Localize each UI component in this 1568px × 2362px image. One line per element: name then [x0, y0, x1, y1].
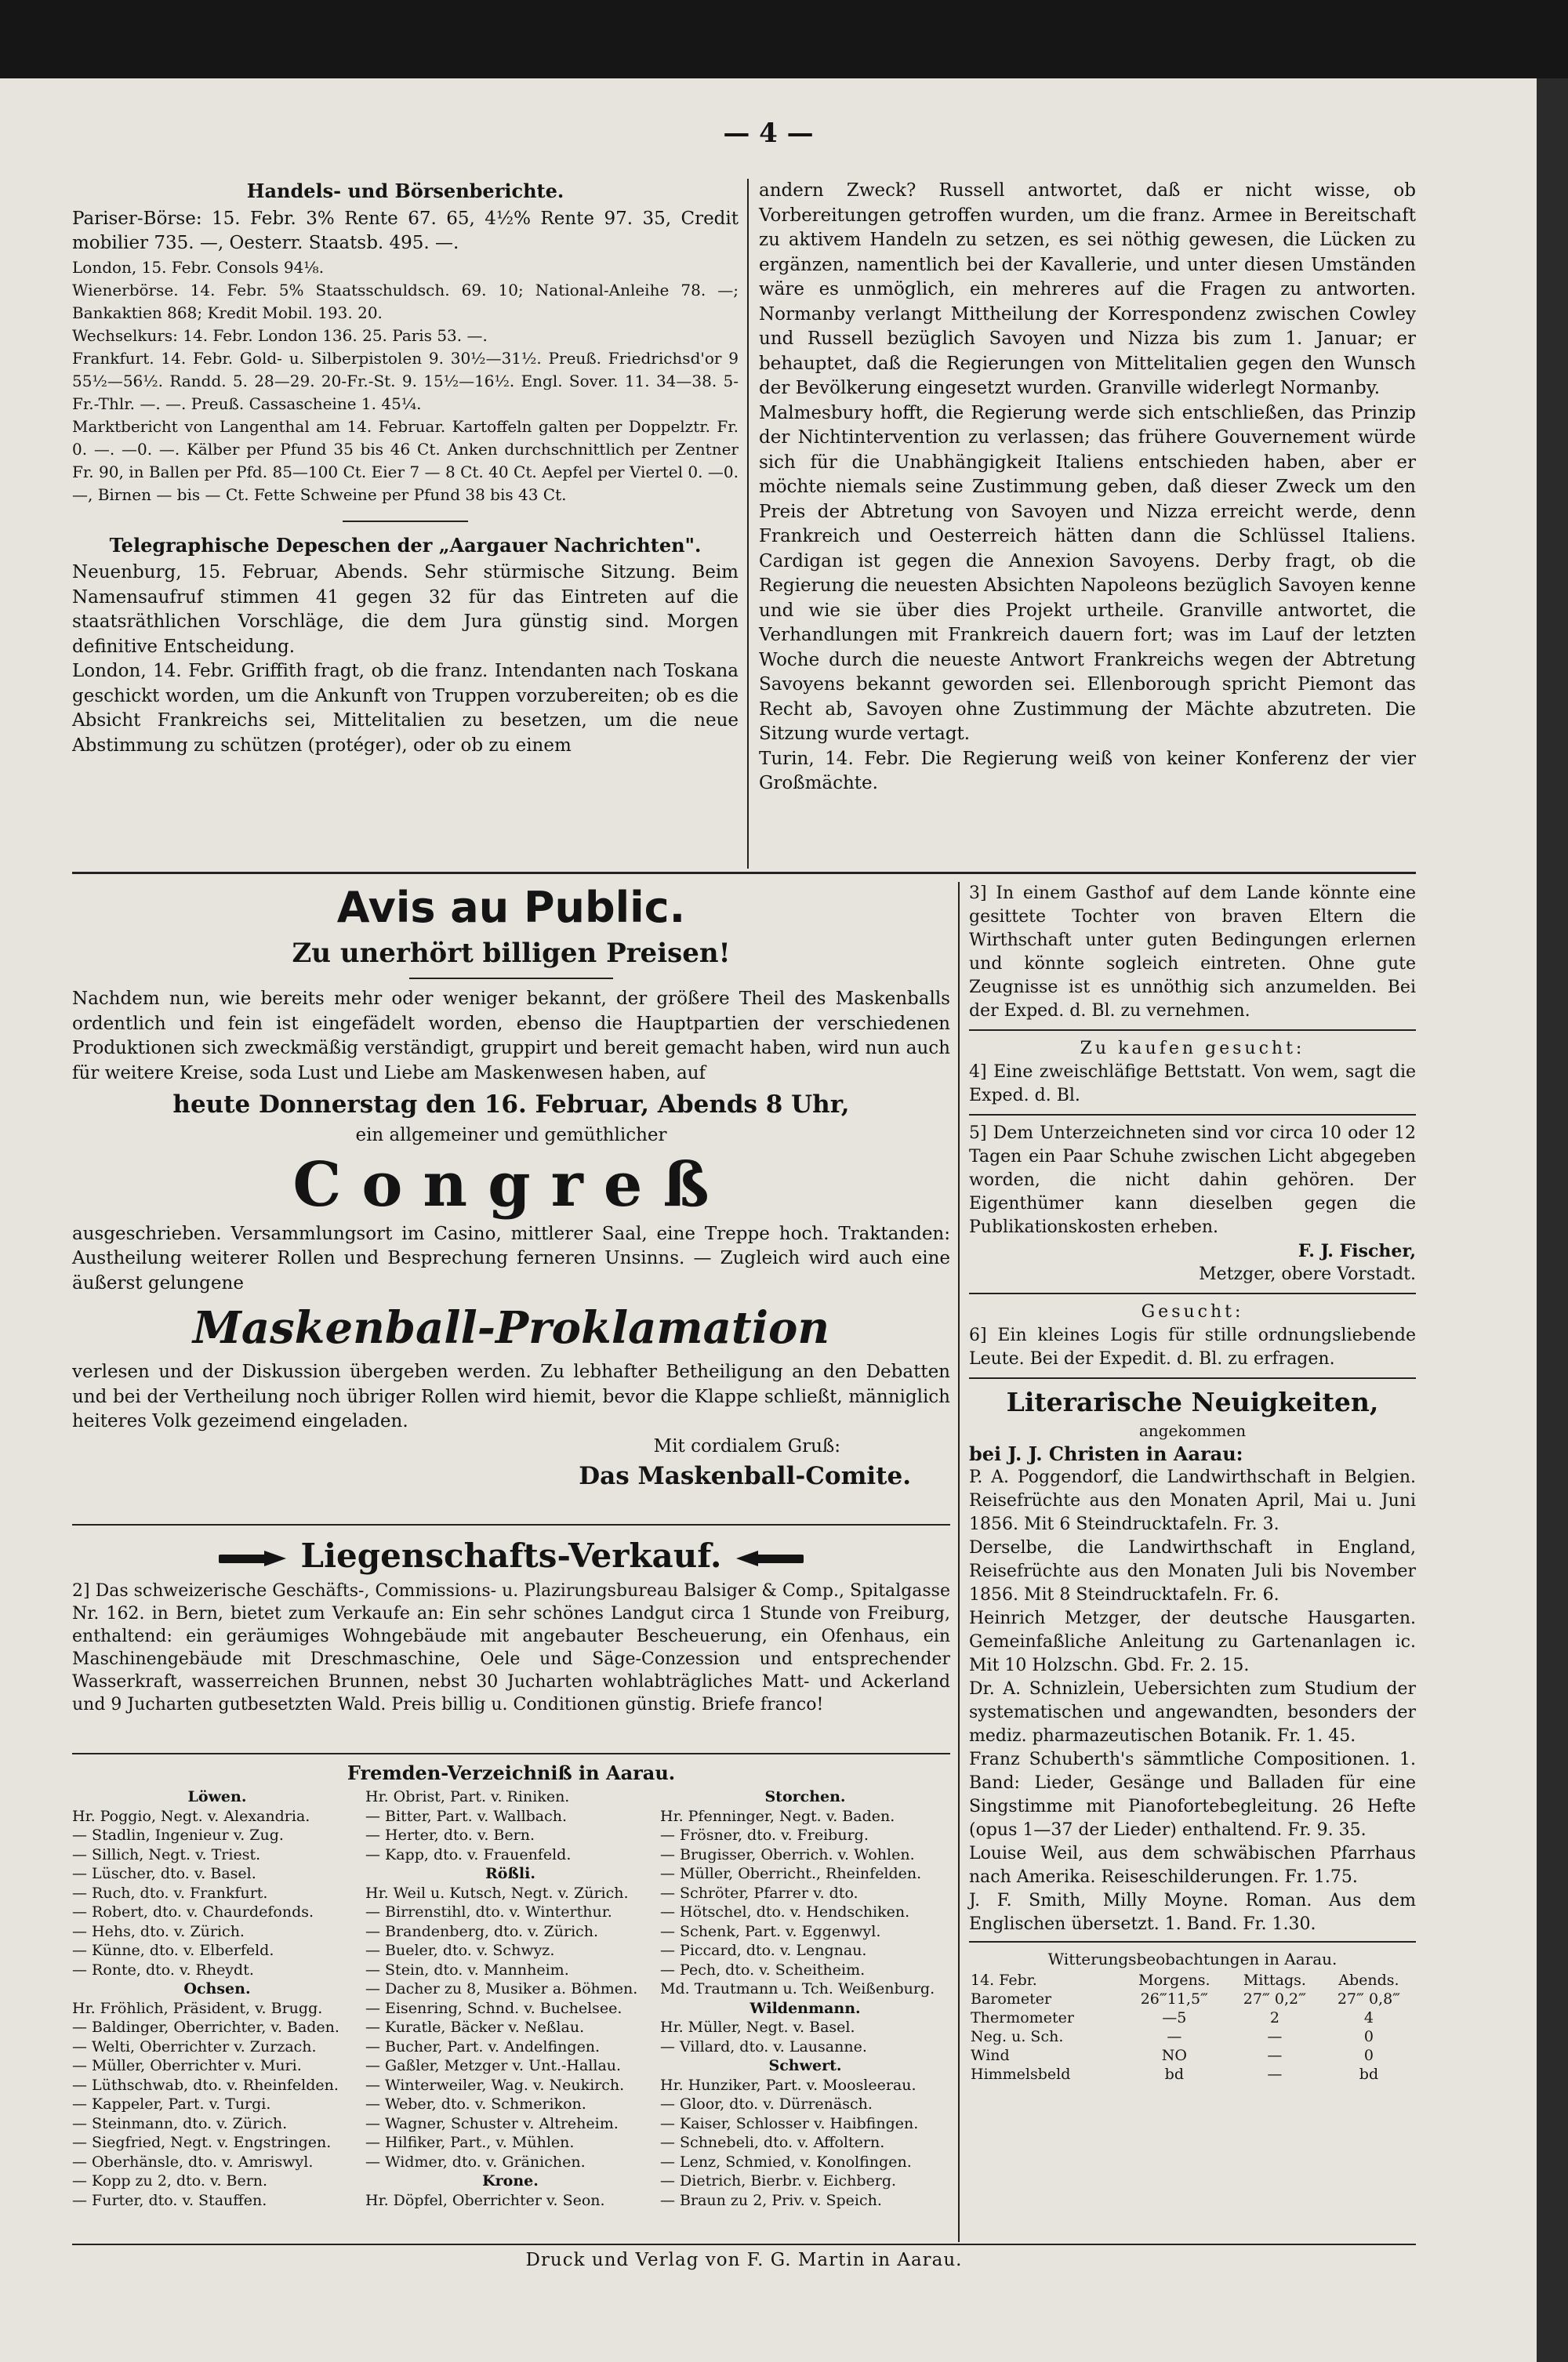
- fremden-entry: — Birrenstihl, dto. v. Winterthur.: [365, 1903, 612, 1921]
- fremden-entry: Hr. Weil u. Kutsch, Negt. v. Zürich.: [365, 1884, 629, 1902]
- avis-ein-line: ein allgemeiner und gemüthlicher: [355, 1125, 667, 1145]
- fremden-hotel-heading: Krone.: [482, 2172, 539, 2190]
- weather-cell: Neg. u. Sch.: [971, 2028, 1064, 2045]
- weather-cell: bd: [1359, 2066, 1379, 2083]
- fremden-entry: — Siegfried, Negt. v. Engstringen.: [72, 2134, 332, 2151]
- liegenschaft-title: Liegenschafts-Verkauf.: [300, 1537, 722, 1575]
- weather-cell: —: [1267, 2028, 1283, 2045]
- pointing-hand-icon: [733, 1548, 804, 1569]
- fremden-entry: — Stadlin, Ingenieur v. Zug.: [72, 1827, 284, 1844]
- fremden-divider: [72, 1753, 950, 1754]
- lit-item: J. F. Smith, Milly Moyne. Roman. Aus dem Englischen übersetzt. 1. Band. Fr. 1.30.: [969, 1891, 1416, 1934]
- fremden-entry: — Steinmann, dto. v. Zürich.: [72, 2114, 288, 2132]
- avis-date-line: heute Donnerstag den 16. Februar, Abends 8 Uhr,: [172, 1090, 850, 1119]
- literarisch-title: Literarische Neuigkeiten,: [1006, 1387, 1379, 1417]
- fremden-entry: — Lüthschwab, dto. v. Rheinfelden.: [72, 2076, 339, 2094]
- weather-cell: bd: [1164, 2066, 1184, 2083]
- avis-body-2: verlesen und der Diskussion übergeben werden. Zu lebhafter Betheiligung an den Debatten und bei der Vertheilung noch übriger Rollen wird hiemit, bevor die Klappe schließt, männiglich heiteres Volk gezeimend eingeladen.: [72, 1362, 950, 1431]
- fremden-entry: — Kopp zu 2, dto. v. Bern.: [72, 2172, 268, 2190]
- divider: [969, 1377, 1416, 1379]
- right-top-column: [759, 179, 1416, 796]
- divider: [969, 1293, 1416, 1294]
- fremden-entry: Hr. Fröhlich, Präsident, v. Brugg.: [72, 1999, 323, 2017]
- fremden-entry: Hr. Müller, Negt. v. Basel.: [660, 2019, 855, 2036]
- short-divider: [343, 521, 468, 522]
- avis-body-1: ausgeschrieben. Versammlungsort im Casino, mittlerer Saal, eine Treppe hoch. Traktanden: Austheilung weiterer Rollen und Besprechung ferneren Unsinns. — Zugleich wird auch eine äußerst gelungene: [72, 1223, 950, 1293]
- avis-greeting: Mit cordialem Gruß:: [653, 1435, 840, 1457]
- fremden-entry: — Frösner, dto. v. Freiburg.: [660, 1827, 869, 1844]
- fremden-entry: — Bitter, Part. v. Wallbach.: [365, 1807, 568, 1825]
- gesucht-body: 6] Ein kleines Logis für stille ordnungsliebende Leute. Bei der Expedit. d. Bl. zu erfragen.: [969, 1326, 1416, 1369]
- fremden-entry: — Kappeler, Part. v. Turgi.: [72, 2095, 271, 2113]
- scan-top-border: [0, 0, 1568, 78]
- fremden-entry: — Müller, Oberrichter v. Muri.: [72, 2057, 302, 2074]
- weather-cell: Himmelsbeld: [971, 2066, 1071, 2083]
- fremden-entry: — Oberhänsle, dto. v. Amriswyl.: [72, 2153, 314, 2171]
- fremden-entry: — Baldinger, Oberrichter, v. Baden.: [72, 2019, 339, 2036]
- fremden-entry: Hr. Pfenninger, Negt. v. Baden.: [660, 1807, 895, 1825]
- weather-cell: Thermometer: [971, 2009, 1074, 2026]
- avis-title: Avis au Public.: [336, 883, 686, 932]
- fremden-entry: — Gaßler, Metzger v. Unt.-Hallau.: [365, 2057, 622, 2074]
- zu-kaufen-heading: Zu kaufen gesucht:: [1080, 1039, 1305, 1058]
- weather-cell: —: [1267, 2066, 1283, 2083]
- avis-divider: [409, 978, 613, 979]
- weather-table: [969, 1971, 1416, 2084]
- liegenschaft-ad: [72, 1533, 950, 1716]
- schuhe-name: F. J. Fischer,: [1298, 1241, 1416, 1261]
- fremden-entry: — Welti, Oberrichter v. Zurzach.: [72, 2037, 317, 2055]
- weather-cell: 4: [1363, 2009, 1374, 2026]
- ad-column-divider: [958, 882, 960, 2242]
- fremden-entry: — Gloor, dto. v. Dürrenäsch.: [660, 2095, 873, 2113]
- fremden-hotel-heading: Ochsen.: [183, 1980, 251, 1997]
- fremden-entry: — Piccard, dto. v. Lengnau.: [660, 1942, 867, 1959]
- fremden-entry: — Kapp, dto. v. Frauenfeld.: [365, 1845, 572, 1863]
- weather-row: [969, 1990, 1416, 2008]
- fremden-hotel-heading: Schwert.: [768, 2057, 842, 2074]
- weather-row: [969, 2065, 1416, 2084]
- fremden-entry: — Stein, dto. v. Mannheim.: [365, 1961, 569, 1979]
- fremden-entry: — Dietrich, Bierbr. v. Eichberg.: [660, 2172, 897, 2190]
- market-reports-heading: Handels- und Börsenberichte.: [246, 180, 564, 202]
- liegenschaft-body: 2] Das schweizerische Geschäfts-, Commissions- u. Plazirungsbureau Balsiger & Comp., Spitalgasse Nr. 162. in Bern, bietet zum Verkaufe an: Ein sehr schönes Landgut circa 1 Stunde von Freiburg, enthaltend: ein geräumiges Wohngebäude mit angebauter Bescheuerung, ein Ofenhaus, ein Maschinengebäude mit Dreschmaschine, Oele und Säge-Conzession und entsprechender Wasserkraft, wasserreichen Brunnen, nebst 30 Jucharten wohlabträgliches Matt- und Ackerland und 9 Jucharten gutbesetzten Wald. Preis billig u. Conditionen günstig. Briefe franco!: [72, 1581, 950, 1714]
- schuhe-body: 5] Dem Unterzeichneten sind vor circa 10 oder 12 Tagen ein Paar Schuhe zwischen Licht abgegeben worden, die nicht dahin gehören. Der Eigenthümer kann dieselben gegen die Publikationskosten erheben.: [969, 1123, 1416, 1237]
- weather-row: [969, 2046, 1416, 2065]
- london-debate-continued: andern Zweck? Russell antwortet, daß er nicht wisse, ob Vorbereitungen getroffen wurden, um die franz. Armee in Bereitschaft zu aktivem Handeln zu setzen, es sei nöthig gewesen, die Lücken zu ergänzen, namentlich bei der Kavallerie, und unter diesen Umständen wäre es unmöglich, ein mehreres auf die Fragen zu antworten. Normanby verlangt Mittheilung der Korrespondenz zwischen Cowley und Russell bezüglich Savoyen und Nizza bis zum 1. Januar; er behauptet, daß die Regierungen von Mittelitalien gegen den Wunsch der Bevölkerung eingesetzt wurden. Granville widerlegt Normanby.: [759, 180, 1416, 398]
- fremden-title: Fremden-Verzeichniß in Aarau.: [347, 1762, 676, 1784]
- fremden-entry: Hr. Poggio, Negt. v. Alexandria.: [72, 1807, 310, 1825]
- zu-kaufen-body: 4] Eine zweischläfige Bettstatt. Von wem, sagt die Exped. d. Bl.: [969, 1062, 1416, 1105]
- lit-item: Franz Schuberth's sämmtliche Compositionen. 1. Band: Lieder, Gesänge und Balladen für eine Singstimme mit Pianofortebegleitung. 26 Hefte (opus 1—37 der Lieder) enthaltend. Fr. 9. 35.: [969, 1750, 1416, 1840]
- avis-signature: Das Maskenball-Comite.: [579, 1462, 911, 1490]
- fremden-entry: — Schnebeli, dto. v. Affoltern.: [660, 2134, 885, 2151]
- page-number: — 4 —: [723, 118, 814, 149]
- fremden-entry: — Pech, dto. v. Scheitheim.: [660, 1961, 866, 1979]
- weather-row: [969, 2027, 1416, 2046]
- weather-cell: —: [1167, 2028, 1182, 2045]
- fremden-entry: — Hilfiker, Part., v. Mühlen.: [365, 2134, 575, 2151]
- fremden-entry: — Brugisser, Oberrich. v. Wohlen.: [660, 1845, 915, 1863]
- fremden-entry: — Kaiser, Schlosser v. Haibfingen.: [660, 2114, 919, 2132]
- fremden-entry: — Ronte, dto. v. Rheydt.: [72, 1961, 254, 1979]
- fremden-entry: — Lüscher, dto. v. Basel.: [72, 1865, 256, 1882]
- market-vienna: Wienerbörse. 14. Febr. 5% Staatsschuldsch. 69. 10; National-Anleihe 78. —; Bankaktien 868; Kredit Mobil. 193. 20.: [72, 280, 739, 322]
- lit-item: Derselbe, die Landwirthschaft in England, Reisefrüchte aus den Monaten Juli bis November 1856. Mit 8 Steindrucktafeln. Fr. 6.: [969, 1538, 1416, 1605]
- weather-cell: Wind: [971, 2047, 1010, 2064]
- fremden-entry: — Ruch, dto. v. Frankfurt.: [72, 1884, 268, 1902]
- fremden-entry: — Furter, dto. v. Stauffen.: [72, 2191, 267, 2209]
- telegram-london: London, 14. Febr. Griffith fragt, ob die franz. Intendanten nach Toskana geschickt worden, um die Ankunft von Truppen vorzubereiten; ob es die Absicht Frankreichs sei, Mittelitalien zu besetzen, um die neue Abstimmung zu schützen (protéger), oder ob zu einem: [72, 661, 739, 756]
- weather-header-row: [969, 1971, 1416, 1990]
- fremden-entry: Hr. Döpfel, Oberrichter v. Seon.: [365, 2191, 605, 2209]
- fremden-entry: — Sillich, Negt. v. Triest.: [72, 1845, 261, 1863]
- fremden-hotel-heading: Löwen.: [187, 1788, 247, 1805]
- imprint: Druck und Verlag von F. G. Martin in Aarau.: [525, 2250, 963, 2270]
- telegram-turin: Turin, 14. Febr. Die Regierung weiß von keiner Konferenz der vier Großmächte.: [759, 748, 1416, 793]
- weather-header-cell: 14. Febr.: [971, 1972, 1037, 1989]
- avis-congress: Congreß: [292, 1148, 730, 1221]
- weather-cell: —5: [1162, 2009, 1187, 2026]
- london-debate-malmesbury: Malmesbury hofft, die Regierung werde sich entschließen, das Prinzip der Nichtintervention zu verlassen; das frühere Gouvernement würde sich für die Unabhängigkeit Italiens entschieden haben, aber er möchte niemals seine Zustimmung geben, daß dieser Zweck um den Preis der Abtretung von Savoyen und Nizza erreicht werde, denn Frankreich und Oesterreich hätten dann die Schlüssel Italiens. Cardigan ist gegen die Annexion Savoyens. Derby fragt, ob die Regierung die neuesten Absichten Napoleons bezüglich Savoyen kenne und wie sie über dies Projekt urtheile. Granville antwortet, die Verhandlungen mit Frankreich dauern fort; was im Lauf der letzten Woche durch die neueste Antwort Frankreichs wegen der Abtretung Savoyens bekannt geworden sei. Ellenborough spricht Piemont das Recht ab, Savoyen ohne Zustimmung der Mächte abzutreten. Die Sitzung wurde vertagt.: [759, 402, 1416, 744]
- weather-row: [969, 2008, 1416, 2027]
- fremden-col-1: [72, 1787, 362, 2210]
- fremden-entry: — Hötschel, dto. v. Hendschiken.: [660, 1903, 910, 1921]
- weather-header-cell: Abends.: [1338, 1972, 1399, 1989]
- fremden-hotel-heading: Rößli.: [485, 1865, 535, 1882]
- fremden-entry: Hr. Obrist, Part. v. Riniken.: [365, 1788, 570, 1805]
- weather-header-cell: Morgens.: [1138, 1972, 1210, 1989]
- weather-cell: 26‴11,5‴: [1140, 1990, 1208, 2008]
- divider: [969, 1941, 1416, 1943]
- column-divider: [747, 179, 749, 869]
- fremden-entry: — Herter, dto. v. Bern.: [365, 1827, 535, 1844]
- avis-proklamation: Maskenball-Proklamation: [192, 1302, 830, 1354]
- fremden-entry: — Kuratle, Bäcker v. Neßlau.: [365, 2019, 585, 2036]
- weather-cell: 27‴ 0,2‴: [1243, 1990, 1306, 2008]
- fremden-entry: — Braun zu 2, Priv. v. Speich.: [660, 2191, 882, 2209]
- avis-subtitle: Zu unerhört billigen Preisen!: [292, 938, 731, 969]
- avis-ad: [72, 882, 950, 1493]
- divider: [969, 1114, 1416, 1116]
- literarisch-bei: bei J. J. Christen in Aarau:: [969, 1442, 1243, 1465]
- footer-divider: [72, 2244, 1416, 2245]
- schuhe-role: Metzger, obere Vorstadt.: [1199, 1264, 1416, 1284]
- weather-cell: 0: [1363, 2047, 1374, 2064]
- weather-cell: 2: [1269, 2009, 1279, 2026]
- telegram-neuenburg: Neuenburg, 15. Februar, Abends. Sehr stürmische Sitzung. Beim Namensaufruf stimmen 41 gegen 32 für das Eintreten auf die staatsräthlichen Vorschläge, die dem Jura günstig sind. Morgen definitive Entscheidung.: [72, 562, 739, 657]
- market-langenthal: Marktbericht von Langenthal am 14. Februar. Kartoffeln galten per Doppelztr. Fr. 0. —. —0. —. Kälber per Pfund 35 bis 46 Ct. Anken durchschnittlich per Zentner Fr. 90, in Ballen per Pfd. 85—100 Ct. Eier 7 — 8 Ct. 40 Ct. Aepfel per Viertel 0. —0. —, Birnen — bis — Ct. Fette Schweine per Pfund 38 bis 43 Ct.: [72, 416, 739, 504]
- weather-header-cell: Mittags.: [1243, 1972, 1306, 1989]
- section-divider: [72, 872, 1416, 874]
- gesucht-heading: Gesucht:: [1141, 1302, 1244, 1322]
- market-paris: Pariser-Börse: 15. Febr. 3% Rente 67. 65, 4½% Rente 97. 35, Credit mobilier 735. —, Oesterr. Staatsb. 495. —.: [72, 208, 739, 253]
- lit-item: Dr. A. Schnizlein, Uebersichten zum Studium der systematischen und angewandten, besonders der mediz. pharmazeutischen Botanik. Fr. 1. 45.: [969, 1679, 1416, 1746]
- literarisch-sub: angekommen: [1138, 1421, 1247, 1440]
- fremden-entry: — Eisenring, Schnd. v. Buchelsee.: [365, 1999, 622, 2017]
- fremden-col-3: [660, 1787, 950, 2210]
- fremden-entry: Md. Trautmann u. Tch. Weißenburg.: [660, 1980, 935, 1997]
- avis-intro: Nachdem nun, wie bereits mehr oder weniger bekannt, der größere Theil des Maskenballs ordentlich und fein ist eingefädelt worden, ebenso die Hauptpartien der verschiedenen Produktionen sich zweckmäßig verständigt, gruppirt und bereit gemacht haben, wird nun auch für weitere Kreise, soda Lust und Liebe am Maskenwesen haben, auf: [72, 989, 950, 1083]
- fremden-entry: — Weber, dto. v. Schmerikon.: [365, 2095, 586, 2113]
- fremden-entry: Hr. Hunziker, Part. v. Moosleerau.: [660, 2076, 916, 2094]
- weather-cell: 27‴ 0,8‴: [1337, 1990, 1401, 2008]
- left-top-column: [72, 179, 739, 758]
- fremden-entry: — Brandenberg, dto. v. Zürich.: [365, 1922, 599, 1940]
- scan-right-border: [1537, 78, 1568, 2362]
- pointing-hand-icon: [219, 1548, 289, 1569]
- lit-item: Louise Weil, aus dem schwäbischen Pfarrhaus nach Amerika. Reiseschilderungen. Fr. 1.75.: [969, 1844, 1416, 1887]
- lit-item: Heinrich Metzger, der deutsche Hausgarten. Gemeinfaßliche Anleitung zu Gartenanlagen ic. Mit 10 Holzschn. Gbd. Fr. 2. 15.: [969, 1609, 1416, 1675]
- weather-title: Witterungsbeobachtungen in Aarau.: [1047, 1950, 1338, 1968]
- weather-cell: —: [1267, 2047, 1283, 2064]
- lit-item: P. A. Poggendorf, die Landwirthschaft in Belgien. Reisefrüchte aus den Monaten April, Mai u. Juni 1856. Mit 6 Steindrucktafeln. Fr. 3.: [969, 1468, 1416, 1534]
- fremden-entry: — Villard, dto. v. Lausanne.: [660, 2037, 867, 2055]
- fremden-entry: — Bucher, Part. v. Andelfingen.: [365, 2037, 601, 2055]
- right-ads-column: [969, 882, 1416, 2084]
- weather-cell: 0: [1363, 2028, 1374, 2045]
- fremden-entry: — Winterweiler, Wag. v. Neukirch.: [365, 2076, 625, 2094]
- ad-gasthof: 3] In einem Gasthof auf dem Lande könnte eine gesittete Tochter von braven Eltern die Wirthschaft unter guten Bedingungen erlernen und könnte sogleich eintreten. Ohne gute Zeugnisse ist es unnöthig sich anzumelden. Bei der Exped. d. Bl. zu vernehmen.: [969, 883, 1416, 1021]
- fremden-entry: — Robert, dto. v. Chaurdefonds.: [72, 1903, 314, 1921]
- fremden-entry: — Widmer, dto. v. Gränichen.: [365, 2153, 586, 2171]
- fremden-entry: — Müller, Oberricht., Rheinfelden.: [660, 1865, 922, 1882]
- divider: [969, 1029, 1416, 1031]
- fremden-entry: — Bueler, dto. v. Schwyz.: [365, 1942, 555, 1959]
- weather-cell: Barometer: [971, 1990, 1052, 2008]
- fremden-entry: — Wagner, Schuster v. Altreheim.: [365, 2114, 619, 2132]
- weather-cell: NO: [1161, 2047, 1187, 2064]
- fremden-entry: — Dacher zu 8, Musiker a. Böhmen.: [365, 1980, 638, 1997]
- fremden-entry: — Schröter, Pfarrer v. dto.: [660, 1884, 858, 1902]
- liegenschaft-divider: [72, 1524, 950, 1526]
- fremden-hotel-heading: Storchen.: [764, 1788, 846, 1805]
- spacer: [72, 506, 739, 521]
- fremden-col-2: [365, 1787, 655, 2210]
- market-exchange: Wechselkurs: 14. Febr. London 136. 25. Paris 53. —.: [72, 325, 488, 345]
- fremden-entry: — Künne, dto. v. Elberfeld.: [72, 1942, 274, 1959]
- fremden-entry: — Hehs, dto. v. Zürich.: [72, 1922, 245, 1940]
- fremden-hotel-heading: Wildenmann.: [750, 1999, 861, 2017]
- market-london: London, 15. Febr. Consols 94⅛.: [72, 257, 325, 277]
- market-frankfurt: Frankfurt. 14. Febr. Gold- u. Silberpistolen 9. 30½—31½. Preuß. Friedrichsd'or 9 55½—56½. Randd. 5. 28—29. 20-Fr.-St. 9. 15½—16½. Engl. Sover. 11. 34—38. 5-Fr.-Thlr. —. —. Preuß. Cassascheine 1. 45¼.: [72, 348, 739, 413]
- telegram-heading: Telegraphische Depeschen der „Aargauer Nachrichten".: [109, 533, 702, 557]
- fremden-entry: — Schenk, Part. v. Eggenwyl.: [660, 1922, 881, 1940]
- fremden-entry: — Lenz, Schmied, v. Konolfingen.: [660, 2153, 912, 2171]
